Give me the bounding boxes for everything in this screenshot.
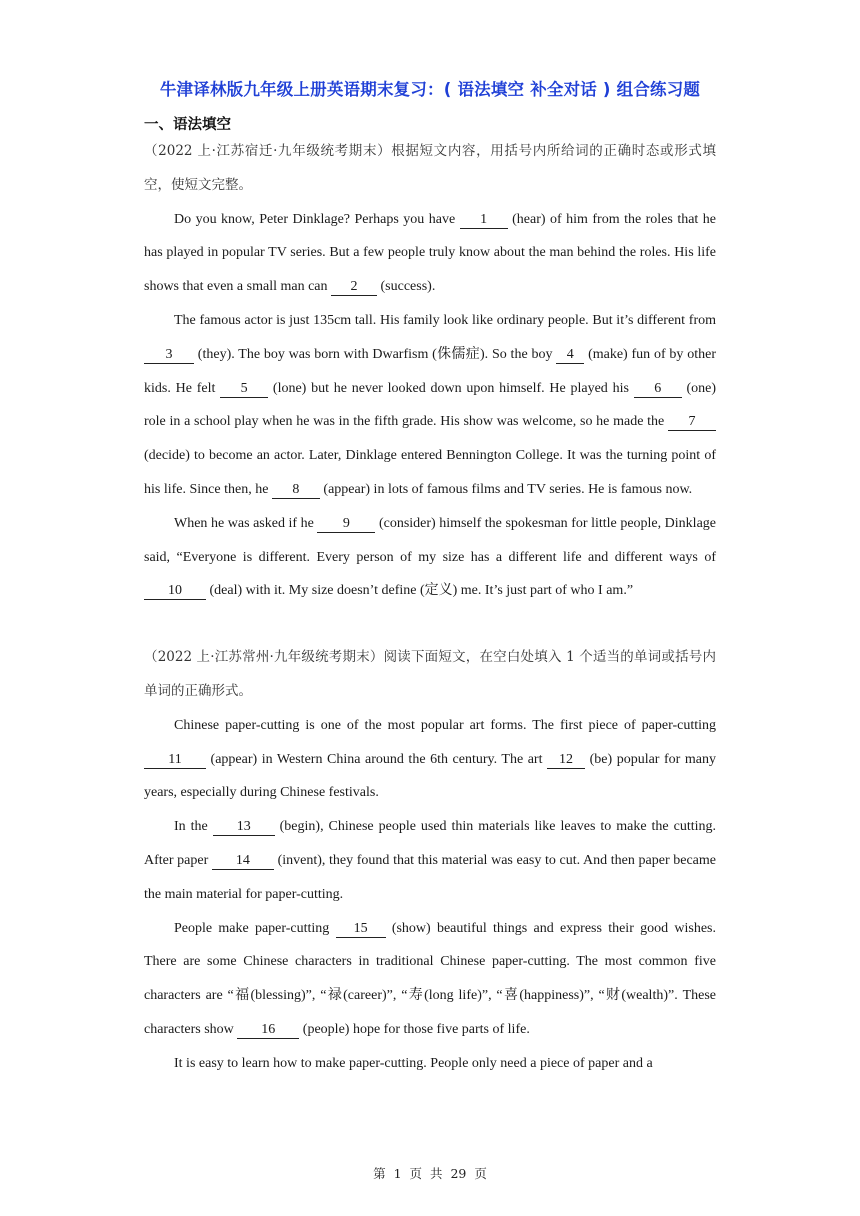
blank-6: 6	[634, 381, 682, 398]
text-run: (deal) with it. My size doesn’t define (定义) me. It’s just part of who I am.”	[206, 583, 634, 599]
blank-2: 2	[331, 279, 377, 296]
text-run: (hear) of him from the roles that he has played in popular TV series. But a few people truly know about the man behind the roles. His life shows that even a small man can	[144, 211, 716, 295]
text-run: (make) fun of by other kids. He felt	[144, 346, 716, 396]
passage2-paragraph-2	[144, 810, 716, 911]
text-run: (be) popular for many years, especially during Chinese festivals.	[144, 751, 716, 801]
text-run: When he was asked if he	[174, 515, 318, 531]
page-number-footer: 第 1 页 共 29 页	[373, 1166, 487, 1181]
blank-10: 10	[144, 583, 206, 600]
text-run: (show) beautiful things and express their good wishes. There are some Chinese characters in traditional Chinese paper-cutting. The most common five characters are “福(blessing)”, “禄(career)”, “寿(long life)”, “喜(happiness)”, “财(wealth)”. These characters show	[144, 920, 716, 1037]
blank-15: 15	[336, 921, 386, 938]
spacer	[144, 608, 716, 641]
text-run: (consider) himself the spokesman for little people, Dinklage said, “Everyone is different. Every person of my size has a different life and different ways of	[144, 515, 717, 565]
passage2-source: （2022 上·江苏常州·九年级统考期末）阅读下面短文，在空白处填入 1 个适当的单词或括号内单词的正确形式。	[144, 649, 716, 699]
blank-1: 1	[460, 212, 508, 229]
blank-16: 16	[237, 1022, 299, 1039]
text-run: Chinese paper-cutting is one of the most popular art forms. The first piece of paper-cutting	[174, 717, 716, 733]
passage2-paragraph-4	[144, 1047, 716, 1081]
passage1-source: （2022 上·江苏宿迁·九年级统考期末）根据短文内容，用括号内所给词的正确时态或形式填空，使短文完整。	[144, 143, 716, 193]
text-run: People make paper-cutting	[174, 920, 336, 936]
text-run: (success).	[377, 279, 436, 295]
blank-4: 4	[556, 347, 584, 364]
text-run: In the	[174, 819, 213, 835]
blank-8: 8	[272, 482, 320, 499]
text-run: (decide) to become an actor. Later, Dinklage entered Bennington College. It was the turning point of his life. Since then, he	[144, 448, 716, 497]
text-run: It is easy to learn how to make paper-cutting. People only need a piece of paper and a	[174, 1055, 653, 1071]
passage1-paragraph-2	[144, 304, 716, 507]
text-run: The famous actor is just 135cm tall. His family look like ordinary people. But it’s different from	[174, 312, 716, 328]
text-run: (they). The boy was born with Dwarfism (侏儒症). So the boy	[194, 346, 557, 362]
passage1-paragraph-3	[144, 507, 716, 608]
blank-13: 13	[213, 819, 275, 836]
blank-12: 12	[547, 752, 585, 769]
document-content	[144, 135, 716, 1081]
text-run: (one) role in a school play when he was in the fifth grade. His show was welcome, so he made the	[144, 380, 716, 430]
section-heading: 一、语法填空	[144, 117, 231, 133]
text-run: (begin), Chinese people used thin materials like leaves to make the cutting. After paper	[144, 819, 716, 868]
text-run: (lone) but he never looked down upon himself. He played his	[268, 380, 634, 396]
passage2-paragraph-3	[144, 912, 716, 1047]
text-run: Do you know, Peter Dinklage? Perhaps you have	[174, 211, 460, 227]
text-run: (appear) in lots of famous films and TV series. He is famous now.	[319, 481, 693, 497]
blank-11: 11	[144, 752, 206, 769]
text-run: (people) hope for those five parts of life.	[299, 1021, 530, 1037]
text-run: (invent), they found that this material was easy to cut. And then paper became the main material for paper-cutting.	[144, 852, 716, 902]
text-run: (appear) in Western China around the 6th century. The art	[206, 751, 548, 767]
passage1-paragraph-1	[144, 203, 716, 304]
blank-14: 14	[212, 853, 274, 870]
blank-9: 9	[317, 516, 375, 533]
blank-7: 7	[668, 414, 716, 431]
blank-5: 5	[220, 381, 268, 398]
passage2-paragraph-1	[144, 709, 716, 810]
document-title: 牛津译林版九年级上册英语期末复习：( 语法填空 补全对话 ) 组合练习题	[159, 80, 701, 99]
blank-3: 3	[144, 347, 194, 364]
